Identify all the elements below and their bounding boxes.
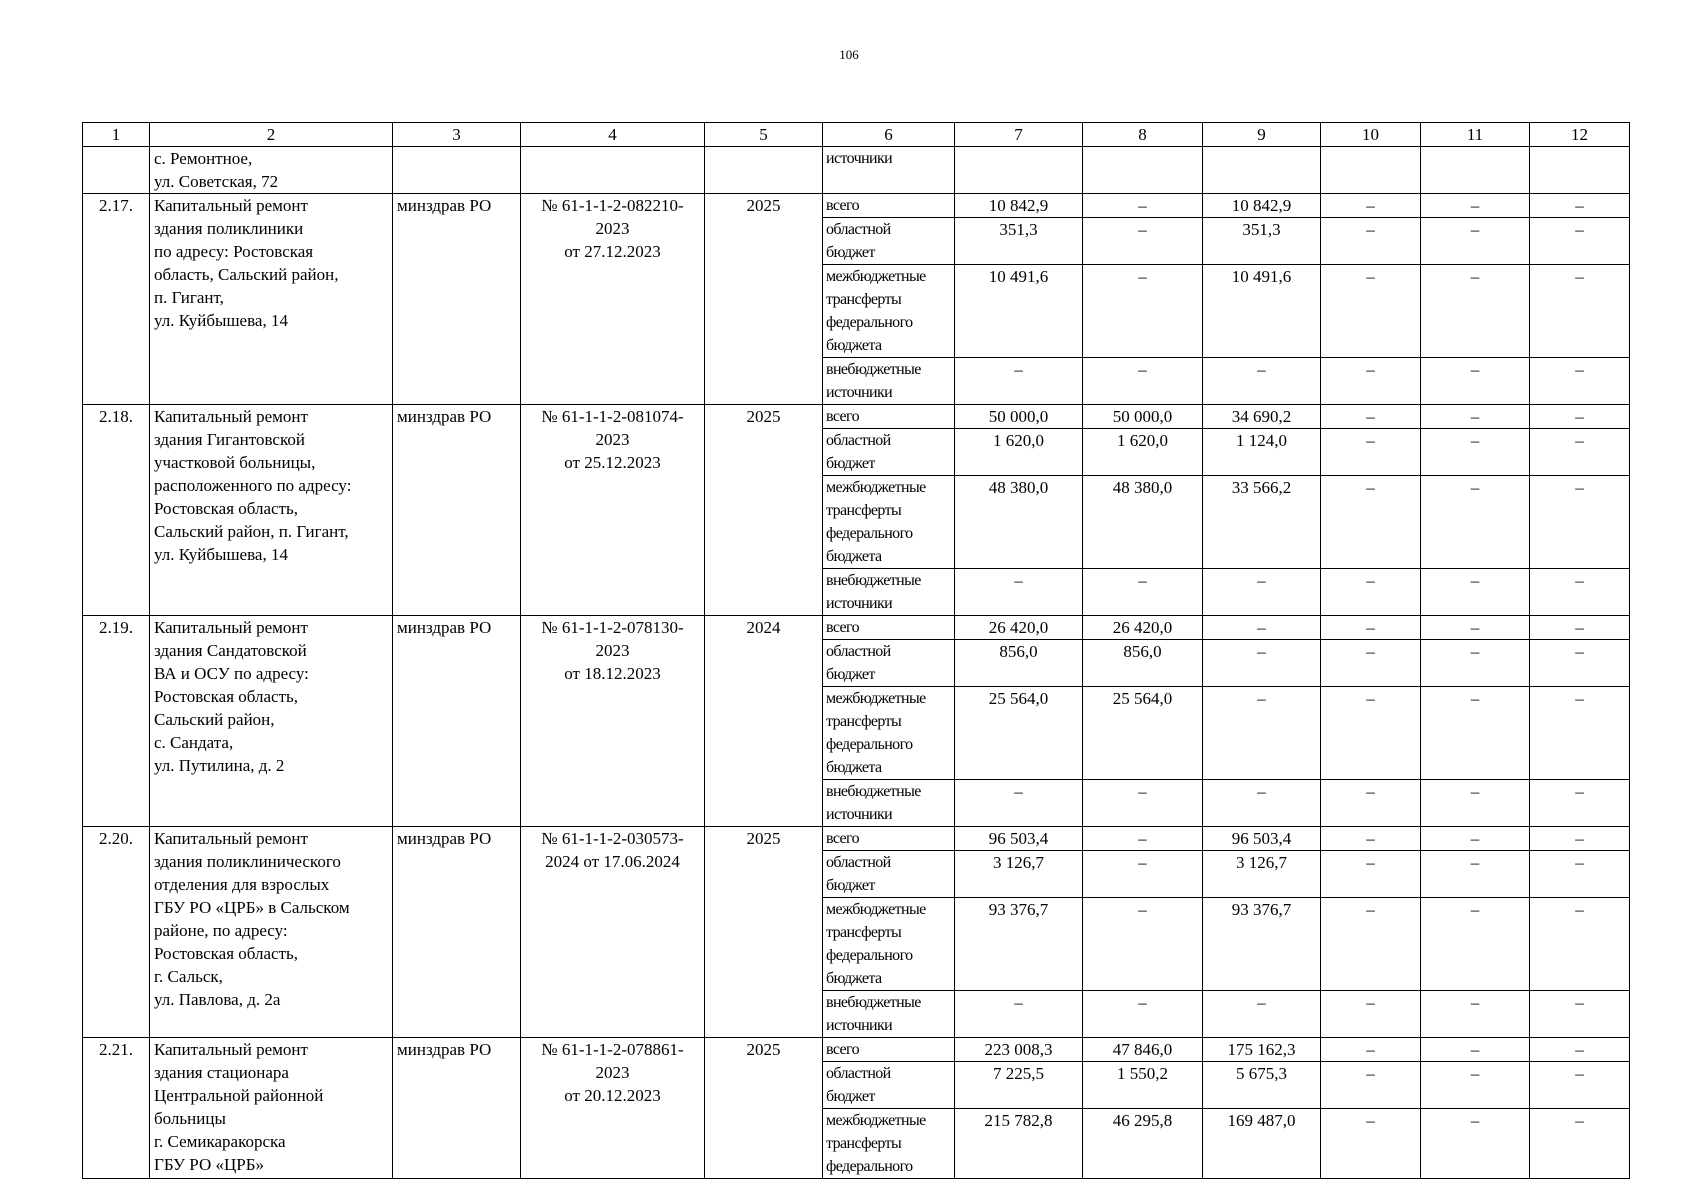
funding-source-cell: внебюджетные источники — [823, 358, 955, 405]
value-cell: 10 491,6 — [1203, 265, 1321, 358]
funding-source-cell: всего — [823, 194, 955, 218]
value-cell: – — [1321, 429, 1421, 476]
value-cell: – — [1321, 405, 1421, 429]
value-cell: – — [1530, 569, 1630, 616]
value-cell: 10 842,9 — [955, 194, 1083, 218]
value-cell: – — [1321, 358, 1421, 405]
item-number-cell: 2.19. — [83, 616, 150, 827]
value-cell: – — [955, 569, 1083, 616]
value-cell — [955, 147, 1083, 194]
document-cell — [521, 147, 705, 194]
value-cell: 48 380,0 — [955, 476, 1083, 569]
value-cell: – — [1421, 827, 1530, 851]
year-cell: 2024 — [705, 616, 823, 827]
value-cell: – — [1421, 569, 1530, 616]
value-cell: – — [1321, 780, 1421, 827]
value-cell: 93 376,7 — [955, 898, 1083, 991]
column-number: 3 — [393, 123, 521, 147]
value-cell: – — [1421, 1109, 1530, 1179]
funding-source-cell: межбюджетные трансферты федерального бюджета — [823, 687, 955, 780]
table-row — [83, 1038, 1630, 1062]
value-cell: – — [1421, 358, 1530, 405]
column-number: 6 — [823, 123, 955, 147]
value-cell: – — [955, 780, 1083, 827]
value-cell: – — [1421, 991, 1530, 1038]
value-cell: – — [955, 991, 1083, 1038]
value-cell: – — [1203, 569, 1321, 616]
object-name-cell: Капитальный ремонт здания Гигантовской участковой больницы, расположенного по адресу: Ростовская область, Сальский район, п. Гигант, ул. Куйбышева, 14 — [150, 405, 393, 616]
value-cell: – — [1530, 991, 1630, 1038]
value-cell: – — [1321, 1062, 1421, 1109]
value-cell: – — [1321, 1109, 1421, 1179]
value-cell: 26 420,0 — [955, 616, 1083, 640]
value-cell: – — [1083, 358, 1203, 405]
document-cell: № 61-1-1-2-081074- 2023 от 25.12.2023 — [521, 405, 705, 616]
value-cell: – — [1083, 194, 1203, 218]
value-cell: – — [1321, 1038, 1421, 1062]
value-cell: – — [1083, 851, 1203, 898]
item-number-cell: 2.17. — [83, 194, 150, 405]
value-cell: – — [1530, 640, 1630, 687]
column-number: 10 — [1321, 123, 1421, 147]
value-cell: – — [1530, 194, 1630, 218]
value-cell: – — [1421, 476, 1530, 569]
funding-source-cell: межбюджетные трансферты федерального бюджета — [823, 265, 955, 358]
value-cell: 50 000,0 — [1083, 405, 1203, 429]
column-number: 4 — [521, 123, 705, 147]
column-number: 1 — [83, 123, 150, 147]
value-cell: – — [1321, 640, 1421, 687]
object-name-cell: Капитальный ремонт здания поликлиники по адресу: Ростовская область, Сальский район, п. Гигант, ул. Куйбышева, 14 — [150, 194, 393, 405]
document-cell: № 61-1-1-2-030573- 2024 от 17.06.2024 — [521, 827, 705, 1038]
value-cell: – — [1321, 827, 1421, 851]
funding-source-cell: областной бюджет — [823, 640, 955, 687]
continuation-row — [83, 147, 1630, 194]
value-cell: 1 620,0 — [1083, 429, 1203, 476]
value-cell: – — [1203, 358, 1321, 405]
value-cell: 3 126,7 — [955, 851, 1083, 898]
value-cell: 1 124,0 — [1203, 429, 1321, 476]
value-cell: 34 690,2 — [1203, 405, 1321, 429]
value-cell: 93 376,7 — [1203, 898, 1321, 991]
table-row — [83, 616, 1630, 640]
value-cell: 215 782,8 — [955, 1109, 1083, 1179]
value-cell: – — [1530, 358, 1630, 405]
value-cell: – — [1421, 1038, 1530, 1062]
value-cell: 48 380,0 — [1083, 476, 1203, 569]
object-name-cell: Капитальный ремонт здания поликлинического отделения для взрослых ГБУ РО «ЦРБ» в Сальском районе, по адресу: Ростовская область, г. Сальск, ул. Павлова, д. 2а — [150, 827, 393, 1038]
value-cell: – — [1203, 616, 1321, 640]
value-cell: – — [1321, 616, 1421, 640]
value-cell: – — [1530, 265, 1630, 358]
funding-source-cell: внебюджетные источники — [823, 569, 955, 616]
value-cell: – — [1321, 687, 1421, 780]
org-cell: минздрав РО — [393, 827, 521, 1038]
value-cell: 10 842,9 — [1203, 194, 1321, 218]
value-cell: – — [1530, 687, 1630, 780]
funding-source-cell: всего — [823, 616, 955, 640]
funding-source-cell: межбюджетные трансферты федерального — [823, 1109, 955, 1179]
value-cell: – — [1421, 780, 1530, 827]
org-cell: минздрав РО — [393, 405, 521, 616]
value-cell: – — [1421, 1062, 1530, 1109]
value-cell — [1203, 147, 1321, 194]
value-cell: – — [1203, 640, 1321, 687]
funding-source-cell: межбюджетные трансферты федерального бюджета — [823, 476, 955, 569]
value-cell: – — [1421, 405, 1530, 429]
funding-source-cell: областной бюджет — [823, 851, 955, 898]
item-number-cell: 2.18. — [83, 405, 150, 616]
value-cell: – — [1530, 1038, 1630, 1062]
funding-source-cell: областной бюджет — [823, 429, 955, 476]
value-cell: – — [1421, 640, 1530, 687]
column-number: 12 — [1530, 123, 1630, 147]
value-cell: – — [1321, 265, 1421, 358]
year-cell: 2025 — [705, 194, 823, 405]
funding-source-cell: внебюджетные источники — [823, 991, 955, 1038]
org-cell — [393, 147, 521, 194]
value-cell: – — [1321, 218, 1421, 265]
value-cell: – — [1421, 265, 1530, 358]
item-number-cell — [83, 147, 150, 194]
column-number-row — [83, 123, 1630, 147]
value-cell: – — [1421, 851, 1530, 898]
object-name-cell: с. Ремонтное, ул. Советская, 72 — [150, 147, 393, 194]
budget-table — [82, 122, 1630, 1179]
value-cell: 47 846,0 — [1083, 1038, 1203, 1062]
value-cell — [1083, 147, 1203, 194]
value-cell: – — [1421, 687, 1530, 780]
value-cell: – — [1530, 1062, 1630, 1109]
value-cell: 351,3 — [955, 218, 1083, 265]
value-cell: 5 675,3 — [1203, 1062, 1321, 1109]
value-cell: – — [1083, 569, 1203, 616]
table-row — [83, 194, 1630, 218]
value-cell: – — [1083, 991, 1203, 1038]
value-cell: – — [1203, 687, 1321, 780]
value-cell: – — [1530, 405, 1630, 429]
object-name-cell: Капитальный ремонт здания стационара Центральной районной больницы г. Семикаракорска ГБУ РО «ЦРБ» — [150, 1038, 393, 1179]
value-cell: 3 126,7 — [1203, 851, 1321, 898]
value-cell: – — [1530, 898, 1630, 991]
value-cell: – — [1083, 218, 1203, 265]
value-cell: 33 566,2 — [1203, 476, 1321, 569]
funding-source-cell: межбюджетные трансферты федерального бюджета — [823, 898, 955, 991]
funding-source-cell: всего — [823, 405, 955, 429]
value-cell: 46 295,8 — [1083, 1109, 1203, 1179]
column-number: 11 — [1421, 123, 1530, 147]
value-cell: – — [1083, 265, 1203, 358]
value-cell: 96 503,4 — [1203, 827, 1321, 851]
funding-source-cell: источники — [823, 147, 955, 194]
value-cell: 169 487,0 — [1203, 1109, 1321, 1179]
column-number: 5 — [705, 123, 823, 147]
value-cell: 223 008,3 — [955, 1038, 1083, 1062]
value-cell: 26 420,0 — [1083, 616, 1203, 640]
value-cell: – — [1321, 476, 1421, 569]
table-row — [83, 827, 1630, 851]
org-cell: минздрав РО — [393, 1038, 521, 1179]
value-cell: – — [1530, 780, 1630, 827]
value-cell: – — [1421, 898, 1530, 991]
column-number: 7 — [955, 123, 1083, 147]
column-number: 8 — [1083, 123, 1203, 147]
document-cell: № 61-1-1-2-082210- 2023 от 27.12.2023 — [521, 194, 705, 405]
value-cell — [1321, 147, 1421, 194]
org-cell: минздрав РО — [393, 194, 521, 405]
value-cell: 856,0 — [955, 640, 1083, 687]
value-cell: – — [1321, 194, 1421, 218]
value-cell: – — [1083, 780, 1203, 827]
value-cell: – — [1530, 827, 1630, 851]
value-cell: – — [1530, 218, 1630, 265]
value-cell: 7 225,5 — [955, 1062, 1083, 1109]
year-cell: 2025 — [705, 1038, 823, 1179]
object-name-cell: Капитальный ремонт здания Сандатовской ВА и ОСУ по адресу: Ростовская область, Сальский район, с. Сандата, ул. Путилина, д. 2 — [150, 616, 393, 827]
document-cell: № 61-1-1-2-078130- 2023 от 18.12.2023 — [521, 616, 705, 827]
item-number-cell: 2.20. — [83, 827, 150, 1038]
value-cell: 50 000,0 — [955, 405, 1083, 429]
value-cell: – — [1530, 429, 1630, 476]
value-cell: – — [1530, 616, 1630, 640]
year-cell: 2025 — [705, 827, 823, 1038]
value-cell: – — [1321, 991, 1421, 1038]
value-cell: 10 491,6 — [955, 265, 1083, 358]
value-cell: – — [1083, 827, 1203, 851]
funding-source-cell: всего — [823, 827, 955, 851]
value-cell — [1421, 147, 1530, 194]
value-cell: – — [1421, 616, 1530, 640]
value-cell: – — [1530, 1109, 1630, 1179]
funding-source-cell: внебюджетные источники — [823, 780, 955, 827]
value-cell: – — [955, 358, 1083, 405]
value-cell: 856,0 — [1083, 640, 1203, 687]
column-number: 9 — [1203, 123, 1321, 147]
year-cell: 2025 — [705, 405, 823, 616]
document-cell: № 61-1-1-2-078861- 2023 от 20.12.2023 — [521, 1038, 705, 1179]
value-cell: 351,3 — [1203, 218, 1321, 265]
funding-source-cell: областной бюджет — [823, 218, 955, 265]
value-cell — [1530, 147, 1630, 194]
year-cell — [705, 147, 823, 194]
column-number: 2 — [150, 123, 393, 147]
value-cell: – — [1203, 991, 1321, 1038]
value-cell: – — [1083, 898, 1203, 991]
value-cell: 1 620,0 — [955, 429, 1083, 476]
table-row — [83, 405, 1630, 429]
funding-source-cell: всего — [823, 1038, 955, 1062]
value-cell: – — [1530, 851, 1630, 898]
value-cell: – — [1321, 898, 1421, 991]
value-cell: – — [1421, 194, 1530, 218]
value-cell: 25 564,0 — [955, 687, 1083, 780]
item-number-cell: 2.21. — [83, 1038, 150, 1179]
value-cell: 1 550,2 — [1083, 1062, 1203, 1109]
funding-source-cell: областной бюджет — [823, 1062, 955, 1109]
value-cell: 25 564,0 — [1083, 687, 1203, 780]
value-cell: – — [1203, 780, 1321, 827]
value-cell: 175 162,3 — [1203, 1038, 1321, 1062]
value-cell: 96 503,4 — [955, 827, 1083, 851]
value-cell: – — [1321, 851, 1421, 898]
value-cell: – — [1321, 569, 1421, 616]
value-cell: – — [1421, 218, 1530, 265]
value-cell: – — [1530, 476, 1630, 569]
org-cell: минздрав РО — [393, 616, 521, 827]
value-cell: – — [1421, 429, 1530, 476]
page-number: 106 — [839, 47, 859, 62]
